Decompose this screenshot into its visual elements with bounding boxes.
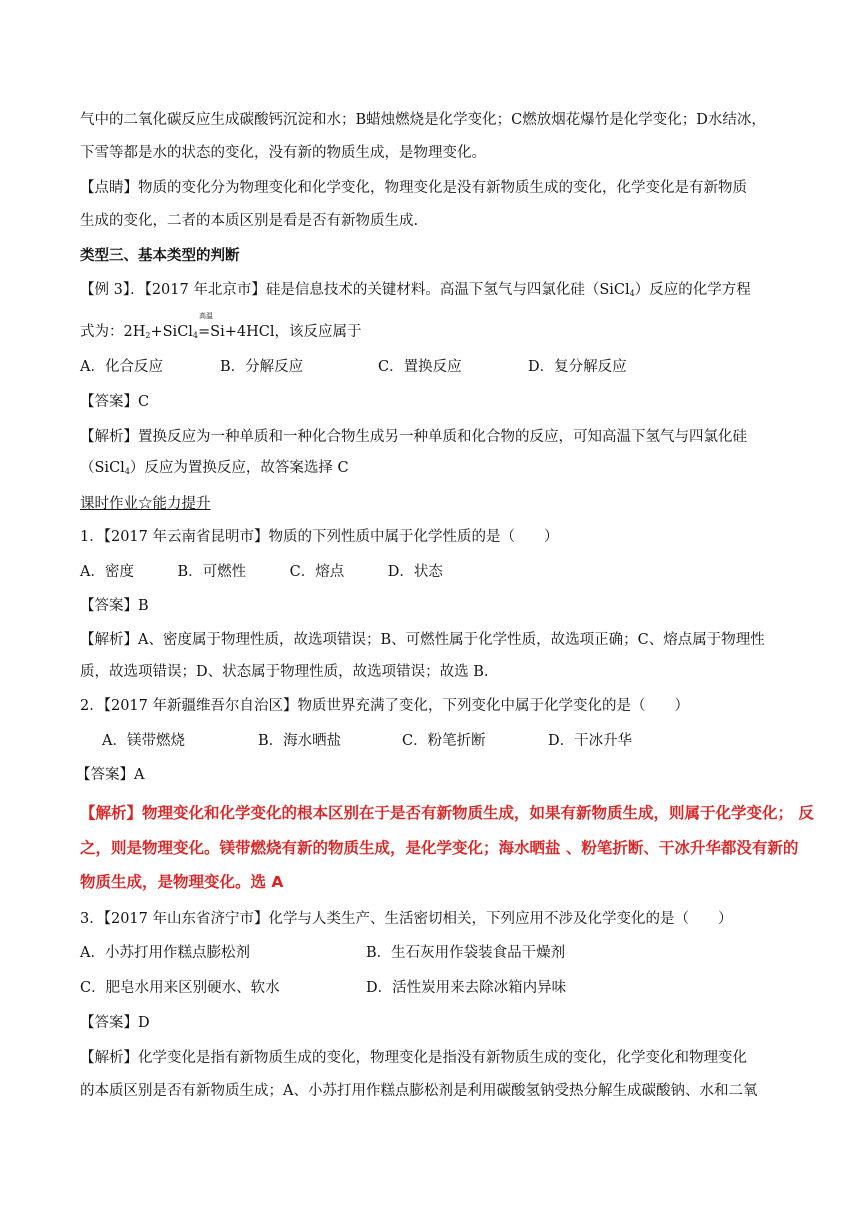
option-b: B．分解反应	[220, 359, 304, 375]
explanation: 质，故选项错误；D、状态属于物理性质，故选项错误；故选 B.	[80, 664, 489, 680]
option-b: B．生石灰用作袋装食品干燥剂	[366, 945, 566, 961]
highlighted-explanation: 物质生成，是物理变化。选 A	[80, 873, 284, 891]
homework-heading: 课时作业☆能力提升	[80, 496, 211, 512]
explanation: 【解析】化学变化是指有新物质生成的变化，物理变化是指没有新物质生成的变化，化学变化和物理变化	[80, 1050, 747, 1066]
explanation: 的本质区别是否有新物质生成；A、小苏打用作糕点膨松剂是利用碳酸氢钠受热分解生成碳酸钠、水和二氧	[80, 1083, 758, 1099]
tip-paragraph: 【点睛】物质的变化分为物理变化和化学变化，物理变化是没有新物质生成的变化，化学变化是有新物质	[80, 180, 747, 196]
question-3: 3．【2017 年山东省济宁市】化学与人类生产、生活密切相关，下列应用不涉及化学变化的是（ ）	[80, 911, 733, 927]
option-c: C．肥皂水用来区别硬水、软水	[80, 980, 280, 996]
option-a: A．小苏打用作糕点膨松剂	[80, 945, 250, 961]
text-line: 下雪等都是水的状态的变化，没有新的物质生成，是物理变化。	[80, 145, 486, 161]
reaction-condition: 高温 =	[198, 312, 214, 340]
option-d: D．复分解反应	[528, 359, 627, 375]
text-line: 生成的变化，二者的本质区别是看是否有新物质生成.	[80, 213, 419, 229]
option-c: C．粉笔折断	[402, 733, 486, 749]
section-heading: 类型三、基本类型的判断	[80, 247, 240, 264]
answer: 【答案】B	[80, 598, 149, 614]
answer: 【答案】C	[80, 394, 150, 410]
explanation: （SiCl$_4$）反应为置换反应，故答案选择 C	[80, 460, 349, 476]
answer: 【答案】D	[80, 1015, 150, 1031]
text-line: 气中的二氧化碳反应生成碳酸钙沉淀和水；B蜡烛燃烧是化学变化；C燃放烟花爆竹是化学变化；D水结冰，	[80, 112, 766, 128]
highlighted-explanation: 【解析】物理变化和化学变化的根本区别在于是否有新物质生成，如果有新物质生成，则属于化学变化； 反	[80, 804, 814, 822]
question-1: 1．【2017 年云南省昆明市】物质的下列性质中属于化学性质的是（ ）	[80, 529, 559, 545]
option-d: D．干冰升华	[548, 733, 633, 749]
option-b: B．海水晒盐	[258, 733, 342, 749]
option-d: D．活性炭用来去除冰箱内异味	[366, 980, 567, 996]
option-c: C．置换反应	[378, 359, 462, 375]
explanation: 【解析】置换反应为一种单质和一种化合物生成另一种单质和化合物的反应，可知高温下氢气与四氯化硅	[80, 429, 747, 445]
answer: 【答案】A	[76, 767, 145, 783]
option-a: A．镁带燃烧	[102, 733, 185, 749]
explanation: 【解析】A、密度属于物理性质，故选项错误；B、可燃性属于化学性质，故选项正确；C、熔点属于物理性	[80, 632, 765, 648]
question-1-options: A．密度 B．可燃性 C．熔点 D．状态	[80, 564, 443, 580]
example-3-question: 【例 3】．【2017 年北京市】硅是信息技术的关键材料。高温下氢气与四氯化硅（SiCl$_4$）反应的化学方程	[80, 282, 751, 298]
option-a: A．化合反应	[80, 359, 163, 375]
question-2: 2．【2017 年新疆维吾尔自治区】物质世界充满了变化，下列变化中属于化学变化的是（ ）	[80, 698, 689, 714]
highlighted-explanation: 之，则是物理变化。镁带燃烧有新的物质生成，是化学变化；海水晒盐 、粉笔折断、干冰升华都没有新的	[80, 839, 799, 857]
chemical-equation: 式为：$2H_2+SiCl_4$ 高温 =Si+4HCl，该反应属于	[80, 312, 362, 340]
